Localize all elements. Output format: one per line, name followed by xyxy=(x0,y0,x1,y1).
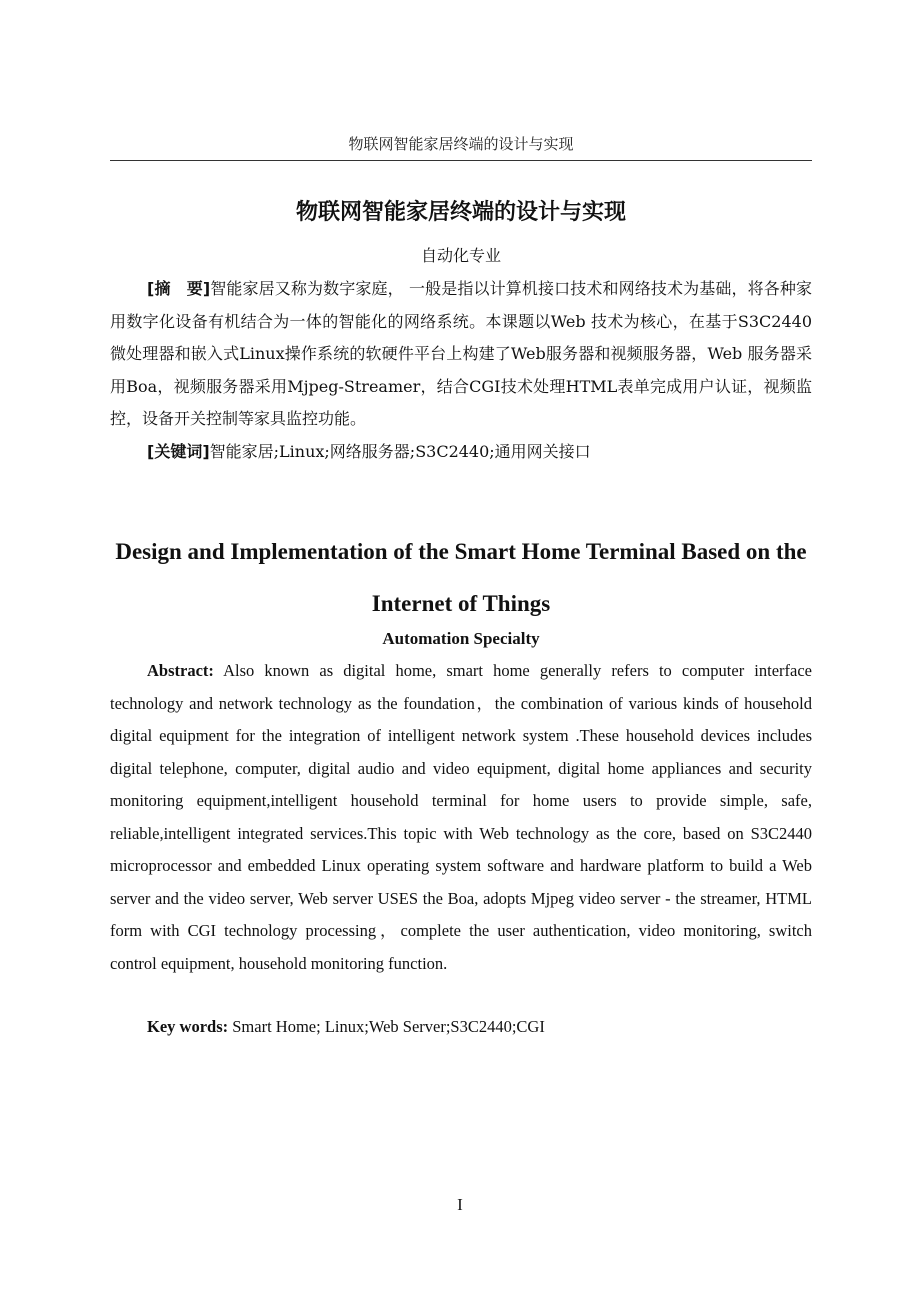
chinese-title: 物联网智能家居终端的设计与实现 xyxy=(295,200,626,225)
english-abstract-label: Abstract: xyxy=(147,661,214,680)
running-header: 物联网智能家居终端的设计与实现 xyxy=(348,135,574,153)
english-keywords xyxy=(110,1011,812,1044)
english-keywords-label: Key words: xyxy=(147,1017,229,1036)
chinese-abstract xyxy=(110,273,812,436)
chinese-keywords xyxy=(110,436,812,469)
chinese-major: 自动化专业 xyxy=(420,246,501,265)
english-title: Design and Implementation of the Smart Home Terminal Based on the Internet of Things xyxy=(115,539,807,616)
chinese-abstract-label: [摘 要] xyxy=(147,279,211,298)
page-number: I xyxy=(457,1195,463,1214)
chinese-keywords-text: 智能家居;Linux;网络服务器;S3C2440;通用网关接口 xyxy=(209,442,591,461)
header-rule xyxy=(110,160,812,161)
chinese-keywords-label: [关键词] xyxy=(147,442,210,461)
english-abstract xyxy=(110,655,812,980)
chinese-abstract-text: 智能家居又称为数字家庭， 一般是指以计算机接口技术和网络技术为基础，将各种家用数字化设备有机结合为一体的智能化的网络系统。本课题以Web 技术为核心，在基于S3C2440微处理器和嵌入式Linux操作系统的软硬件平台上构建了Web服务器和视频服务器，Web 服务器采用Boa，视频服务器采用Mjpeg-Streamer，结合CGI技术处理HTML表单完成用户认证，视频监控，设备开关控制等家具监控功能。 xyxy=(110,279,812,428)
english-major: Automation Specialty xyxy=(382,629,540,648)
english-abstract-text: Also known as digital home, smart home generally refers to computer interface technology and network technology as the foundation，the combination of various kinds of household digital equipment for the integration of intelligent network system .These household devices includes digital telephone, computer, digital audio and video equipment, digital home appliances and security monitoring equipment,intelligent household terminal for home users to provide simple, safe, reliable,intelligent integrated services.This topic with Web technology as the core, based on S3C2440 microprocessor and embedded Linux operating system software and hardware platform to build a Web server and the video server, Web server USES the Boa, adopts Mjpeg video server - the streamer, HTML form with CGI technology processing，complete the user authentication, video monitoring, switch control equipment, household monitoring function. xyxy=(110,661,812,973)
english-keywords-text: Smart Home; Linux;Web Server;S3C2440;CGI xyxy=(232,1017,545,1036)
